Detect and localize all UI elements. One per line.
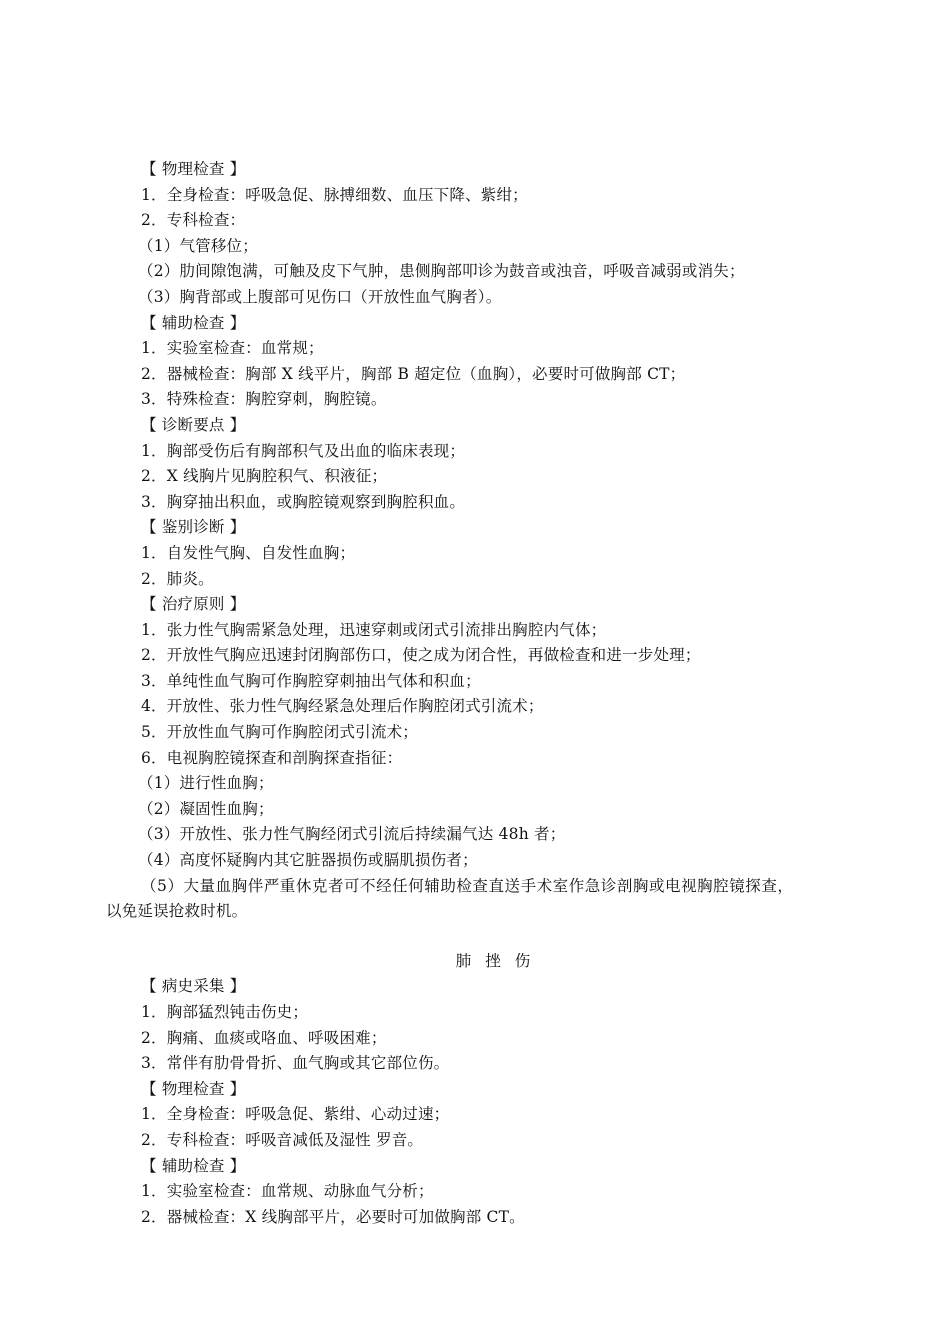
- sub-list-item: （3）开放性、张力性气胸经闭式引流后持续漏气达 48h 者；: [138, 825, 566, 844]
- document-body: [106, 157, 876, 1230]
- section-title: 肺挫伤: [455, 951, 545, 970]
- list-item: 5．开放性血气胸可作胸腔闭式引流术；: [141, 723, 418, 742]
- list-item: 2．专科检查：: [141, 211, 246, 230]
- list-item: 2．肺炎。: [141, 569, 214, 588]
- sub-list-item-continuation: 以免延误抢救时机。: [106, 902, 248, 921]
- section-heading-physical-exam: 【 物理检查 】: [141, 1079, 246, 1098]
- section-heading-differential: 【 鉴别诊断 】: [141, 518, 246, 537]
- list-item: 1．自发性气胸、自发性血胸；: [141, 543, 356, 562]
- sub-list-item: （3）胸背部或上腹部可见伤口（开放性血气胸者）。: [138, 287, 502, 306]
- list-item: 3．胸穿抽出积血，或胸腔镜观察到胸腔积血。: [141, 492, 466, 511]
- list-item: 4．开放性、张力性气胸经紧急处理后作胸腔闭式引流术；: [141, 697, 544, 716]
- list-item: 3．单纯性血气胸可作胸腔穿刺抽出气体和积血；: [141, 671, 481, 690]
- list-item: 2．X 线胸片见胸腔积气、积液征；: [141, 467, 388, 486]
- sub-list-item: （2）凝固性血胸；: [138, 799, 274, 818]
- list-item: 1．全身检查：呼吸急促、脉搏细数、血压下降、紫绀；: [141, 185, 528, 204]
- section-heading-diagnosis: 【 诊断要点 】: [141, 415, 246, 434]
- list-item: 1．实验室检查：血常规；: [141, 339, 324, 358]
- list-item: 2．器械检查：胸部 X 线平片，胸部 B 超定位（血胸），必要时可做胸部 CT；: [141, 364, 686, 383]
- list-item: 2．器械检查：X 线胸部平片，必要时可加做胸部 CT。: [141, 1207, 525, 1226]
- list-item: 1．胸部猛烈钝击伤史；: [141, 1003, 309, 1021]
- sub-list-item: （1）进行性血胸；: [138, 774, 274, 793]
- section-heading-physical-exam: 【 物理检查 】: [141, 160, 246, 178]
- list-item: 1．全身检查：呼吸急促、紫绀、心动过速；: [141, 1105, 450, 1124]
- list-item: 2．胸痛、血痰或咯血、呼吸困难；: [141, 1028, 387, 1047]
- sub-list-item: （1）气管移位；: [138, 236, 258, 255]
- sub-list-item-wrapped: （5）大量血胸伴严重休克者可不经任何辅助检查直送手术室作急诊剖胸或电视胸腔镜探查，: [141, 876, 794, 895]
- list-item: 3．特殊检查：胸腔穿刺，胸腔镜。: [141, 390, 387, 409]
- section-heading-auxiliary-exam: 【 辅助检查 】: [141, 313, 246, 332]
- sub-list-item: （2）肋间隙饱满，可触及皮下气肿，患侧胸部叩诊为鼓音或浊音，呼吸音减弱或消失；: [138, 262, 745, 281]
- list-item: 6．电视胸腔镜探查和剖胸探查指征：: [141, 748, 403, 767]
- section-heading-history: 【 病史采集 】: [141, 977, 246, 996]
- section-spacer: [106, 925, 876, 949]
- list-item: 1．实验室检查：血常规、动脉血气分析；: [141, 1182, 434, 1201]
- list-item: 3．常伴有肋骨骨折、血气胸或其它部位伤。: [141, 1054, 450, 1073]
- list-item: 1．张力性气胸需紧急处理，迅速穿刺或闭式引流排出胸腔内气体；: [141, 620, 607, 639]
- section-heading-treatment: 【 治疗原则 】: [141, 595, 246, 614]
- sub-list-item: （4）高度怀疑胸内其它脏器损伤或膈肌损伤者；: [138, 851, 478, 870]
- list-item: 1．胸部受伤后有胸部积气及出血的临床表现；: [141, 441, 466, 460]
- list-item: 2．专科检查：呼吸音减低及湿性 罗音。: [141, 1130, 424, 1149]
- section-heading-auxiliary-exam: 【 辅助检查 】: [141, 1156, 246, 1175]
- list-item: 2．开放性气胸应迅速封闭胸部伤口，使之成为闭合性，再做检查和进一步处理；: [141, 646, 701, 665]
